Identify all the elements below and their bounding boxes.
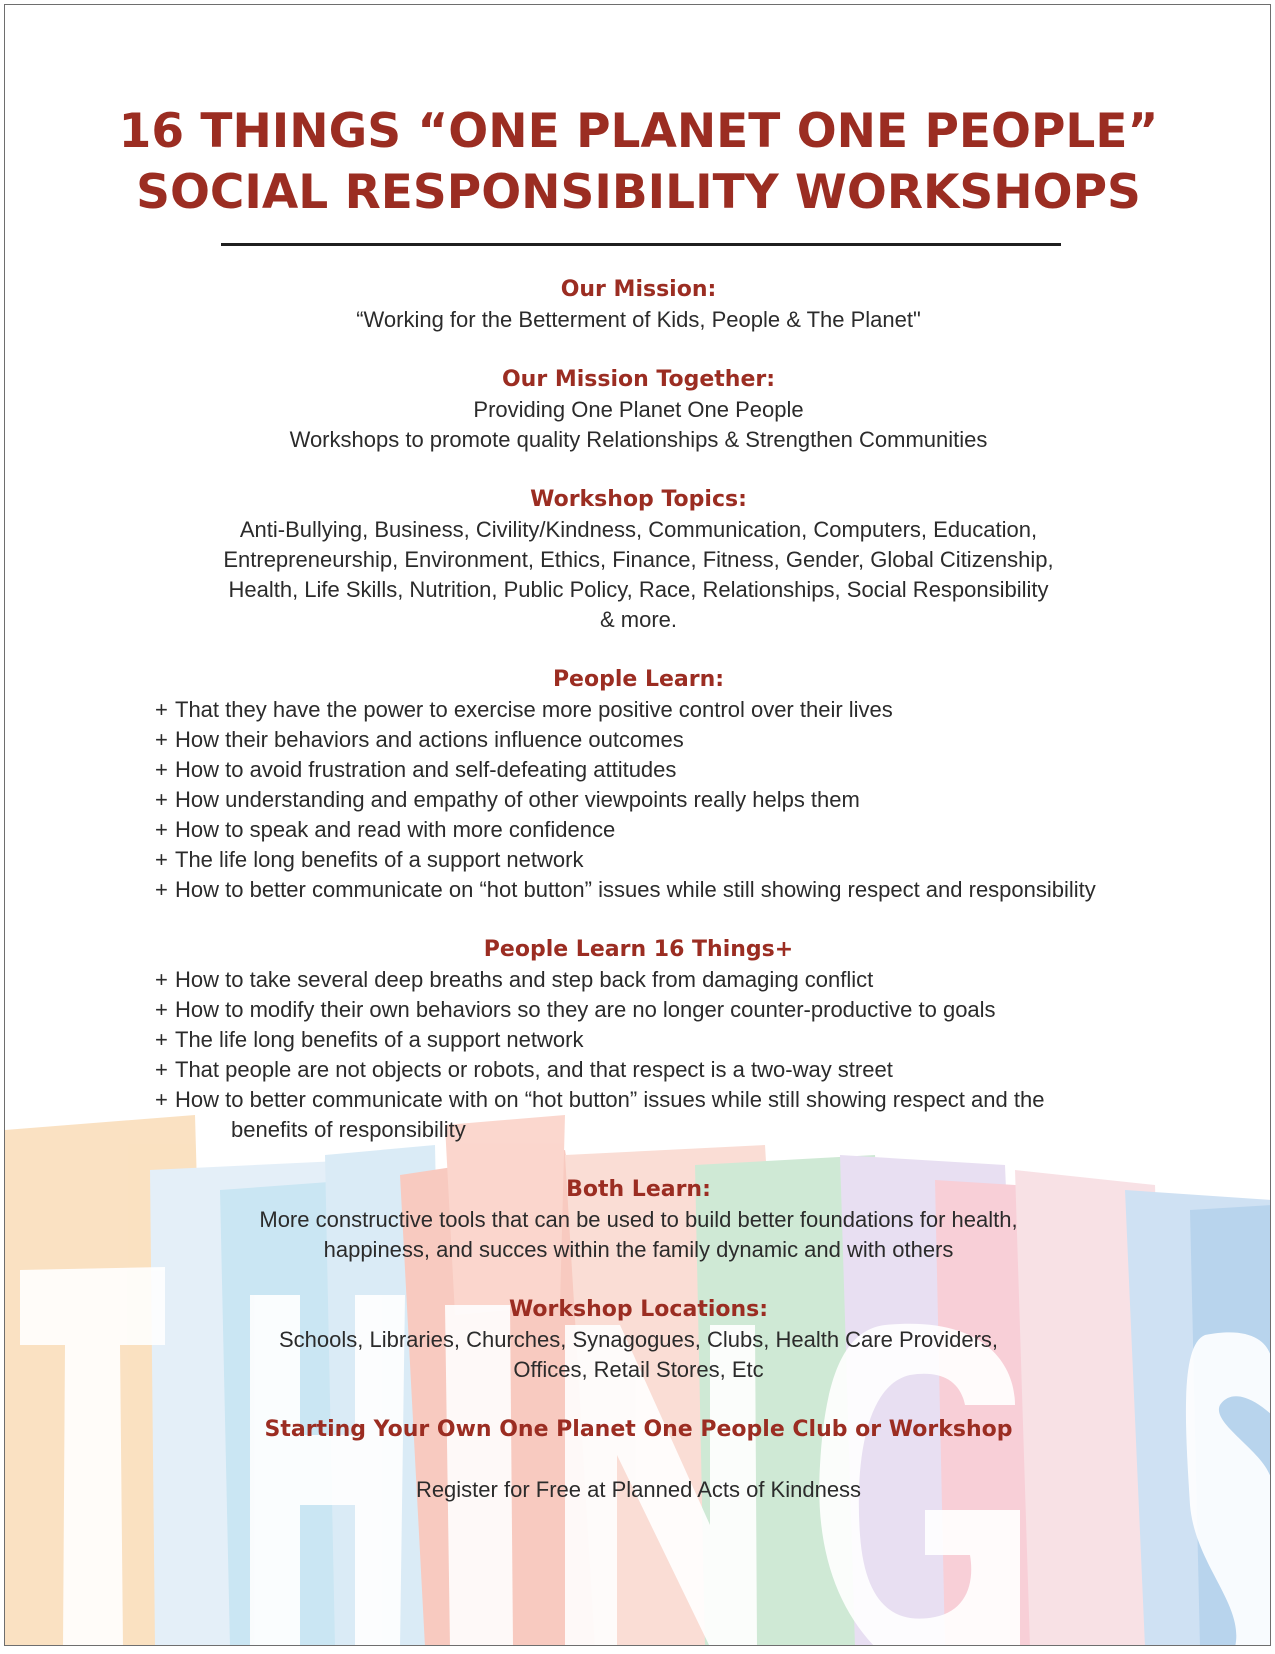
- list-item-text: How to better communicate with on “hot button” issues while still showing respect and the: [175, 1087, 1045, 1112]
- list-item: [155, 1085, 1205, 1115]
- list-item: [155, 1055, 1205, 1085]
- list-item-continuation: benefits of responsibility: [231, 1117, 466, 1142]
- topics-section: [5, 485, 1271, 635]
- list-item: [155, 875, 1205, 905]
- list-item-text: How their behaviors and actions influence outcomes: [175, 727, 684, 752]
- plus-bullet: +: [155, 757, 168, 782]
- people-learn-section: [155, 665, 1205, 905]
- club-heading: Starting Your Own One Planet One People Club or Workshop: [264, 1417, 1013, 1442]
- people-learn-16-section: [155, 935, 1205, 1145]
- plus-bullet: +: [155, 1057, 168, 1082]
- locations-line: Offices, Retail Stores, Etc: [513, 1357, 764, 1382]
- list-item: [155, 845, 1205, 875]
- list-item: [155, 1025, 1205, 1055]
- list-item-text: How to better communicate on “hot button” issues while still showing respect and responsibility: [175, 877, 1096, 902]
- list-item-text: The life long benefits of a support network: [175, 1027, 584, 1052]
- title-line-1: 16 THINGS “ONE PLANET ONE PEOPLE”: [118, 104, 1159, 159]
- topics-heading: Workshop Topics:: [530, 487, 747, 512]
- plus-bullet: +: [155, 697, 168, 722]
- topics-line: Entrepreneurship, Environment, Ethics, Finance, Fitness, Gender, Global Citizenship,: [223, 547, 1054, 572]
- plus-bullet: +: [155, 967, 168, 992]
- list-item-text: How to modify their own behaviors so they are no longer counter-productive to goals: [175, 997, 996, 1022]
- list-item-text: That they have the power to exercise more positive control over their lives: [175, 697, 893, 722]
- locations-heading: Workshop Locations:: [508, 1297, 769, 1322]
- flyer-page: [4, 4, 1271, 1646]
- plus-bullet: +: [155, 1087, 168, 1112]
- plus-bullet: +: [155, 997, 168, 1022]
- plus-bullet: +: [155, 877, 168, 902]
- both-learn-section: [5, 1175, 1271, 1265]
- plus-bullet: +: [155, 817, 168, 842]
- title-line-2: SOCIAL RESPONSIBILITY WORKSHOPS: [136, 165, 1141, 220]
- list-item-text: How to take several deep breaths and step back from damaging conflict: [175, 967, 874, 992]
- list-item-text: How to speak and read with more confidence: [175, 817, 616, 842]
- list-item: [155, 785, 1205, 815]
- people-learn-heading: People Learn:: [552, 667, 725, 692]
- list-item: [155, 965, 1205, 995]
- register-section: [5, 1475, 1271, 1505]
- mission-together-line: Workshops to promote quality Relationships & Strengthen Communities: [289, 427, 988, 452]
- mission-section: [5, 275, 1271, 335]
- list-item: [155, 695, 1205, 725]
- list-item: [155, 755, 1205, 785]
- list-item: [155, 995, 1205, 1025]
- topics-line: Anti-Bullying, Business, Civility/Kindness, Communication, Computers, Education,: [239, 517, 1038, 542]
- both-learn-line: More constructive tools that can be used to build better foundations for health,: [259, 1207, 1018, 1232]
- locations-section: [5, 1295, 1271, 1385]
- title-divider: [221, 243, 1061, 246]
- list-item-text: How understanding and empathy of other viewpoints really helps them: [175, 787, 860, 812]
- mission-text: “Working for the Betterment of Kids, People & The Planet": [356, 307, 921, 332]
- plus-bullet: +: [155, 727, 168, 752]
- page-title: [5, 101, 1271, 223]
- list-item: [155, 815, 1205, 845]
- plus-bullet: +: [155, 1027, 168, 1052]
- list-item: [155, 725, 1205, 755]
- list-item-text: That people are not objects or robots, and that respect is a two-way street: [175, 1057, 893, 1082]
- people-learn-16-heading: People Learn 16 Things+: [483, 937, 794, 962]
- register-text: Register for Free at Planned Acts of Kindness: [415, 1477, 862, 1502]
- topics-line: Health, Life Skills, Nutrition, Public Policy, Race, Relationships, Social Responsibility: [228, 577, 1049, 602]
- mission-heading: Our Mission:: [560, 277, 717, 302]
- locations-line: Schools, Libraries, Churches, Synagogues, Clubs, Health Care Providers,: [278, 1327, 999, 1352]
- topics-line: & more.: [599, 607, 678, 632]
- plus-bullet: +: [155, 787, 168, 812]
- both-learn-line: happiness, and succes within the family dynamic and with others: [323, 1237, 954, 1262]
- both-learn-heading: Both Learn:: [566, 1177, 711, 1202]
- mission-together-heading: Our Mission Together:: [501, 367, 776, 392]
- plus-bullet: +: [155, 847, 168, 872]
- club-section: [5, 1415, 1271, 1445]
- list-item-text: How to avoid frustration and self-defeating attitudes: [175, 757, 677, 782]
- mission-together-line: Providing One Planet One People: [473, 397, 804, 422]
- list-item-text: The life long benefits of a support network: [175, 847, 584, 872]
- mission-together-section: [5, 365, 1271, 455]
